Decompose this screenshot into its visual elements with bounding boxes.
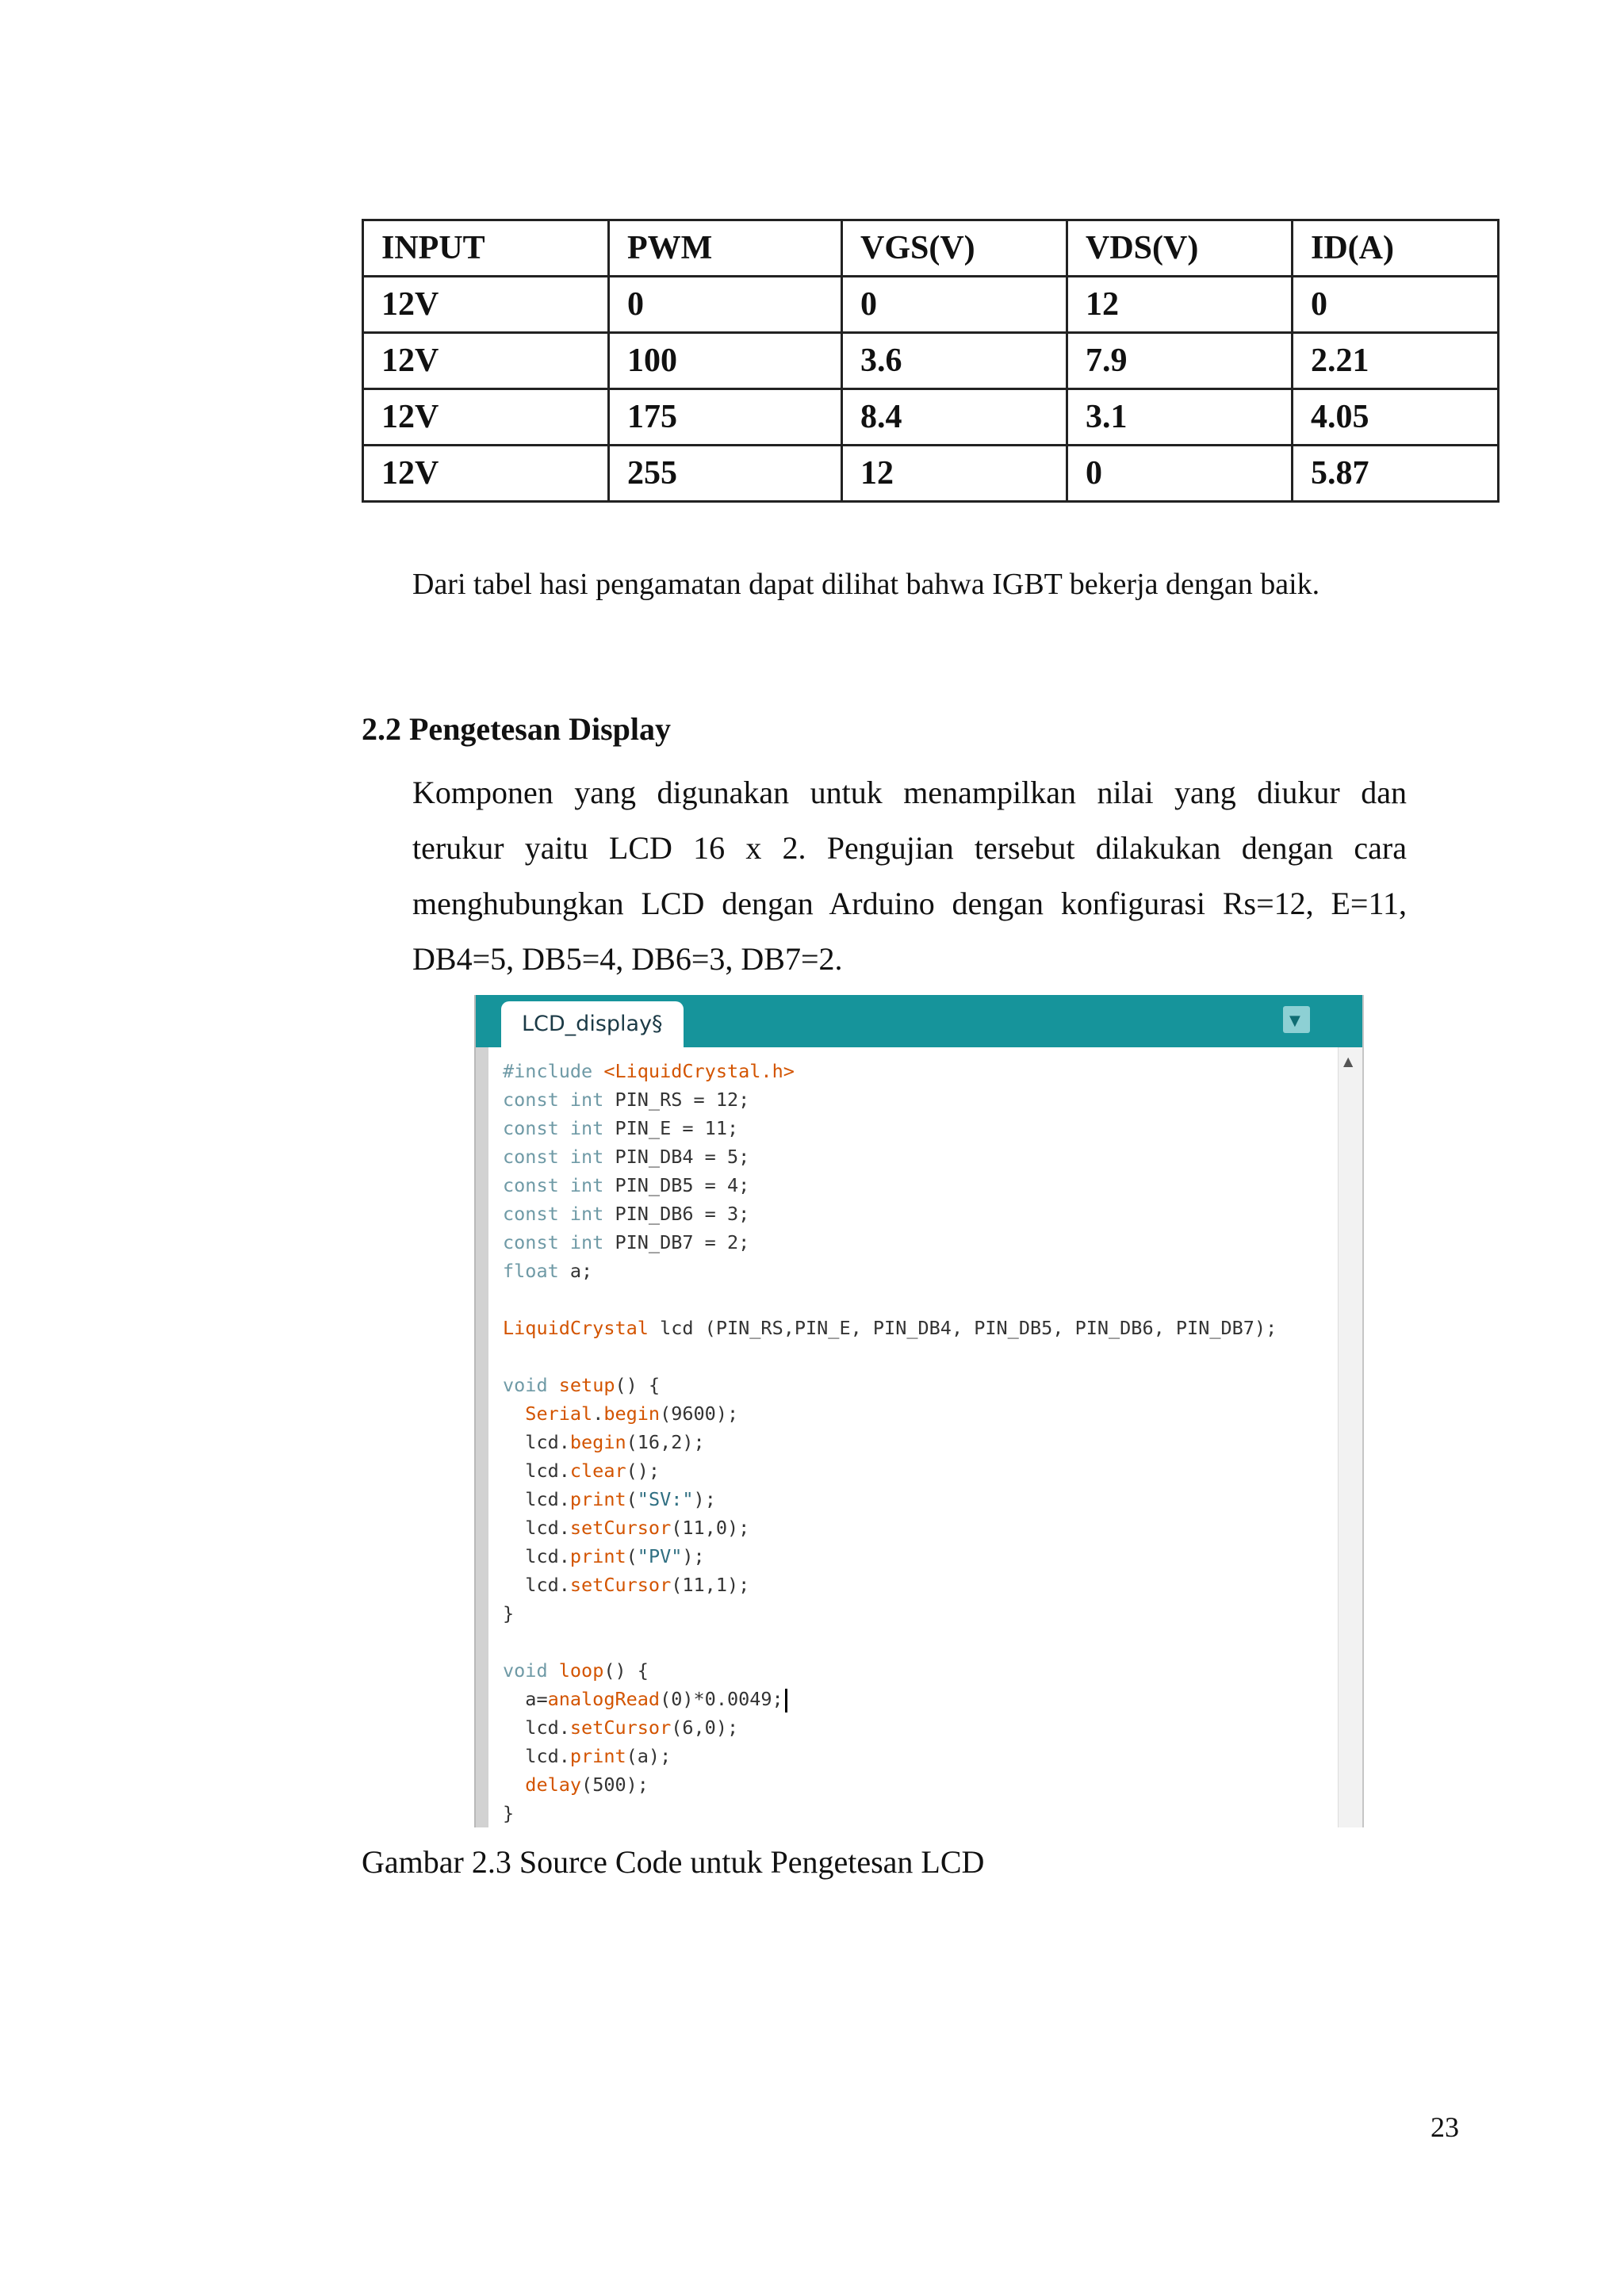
code-token: () {: [615, 1374, 661, 1396]
code-editor[interactable]: [488, 1047, 1339, 1827]
code-token: print: [569, 1545, 626, 1567]
code-line: [503, 1656, 1277, 1685]
table-cell: 12: [1067, 277, 1293, 333]
table-row: [363, 389, 1499, 446]
code-line: [503, 1485, 1277, 1513]
code-token: loop: [558, 1659, 604, 1682]
code-line: [503, 1285, 1277, 1314]
code-token: () {: [603, 1659, 649, 1682]
column-header-pwm: PWM: [609, 220, 842, 277]
body-line: menghubungkan LCD dengan Arduino dengan konfigurasi Rs=12, E=11,: [412, 886, 1407, 921]
code-token: [548, 1659, 559, 1682]
table-cell: 12V: [363, 277, 609, 333]
table-row: [363, 333, 1499, 389]
table-cell: 0: [609, 277, 842, 333]
code-token: "SV:": [637, 1488, 694, 1510]
body-line: Komponen yang digunakan untuk menampilkan nilai yang diukur dan: [412, 775, 1407, 810]
code-token: a;: [558, 1260, 593, 1282]
table-cell: 12V: [363, 333, 609, 389]
code-token: PIN_DB5 = 4;: [603, 1174, 750, 1196]
code-line: [503, 1171, 1277, 1200]
body-line: terukur yaitu LCD 16 x 2. Pengujian tersebut dilakukan dengan cara: [412, 830, 1407, 866]
table-cell: 0: [1067, 446, 1293, 502]
table-cell: 8.4: [842, 389, 1067, 446]
column-header-vgs: VGS(V): [842, 220, 1067, 277]
code-token: lcd (PIN_RS,PIN_E, PIN_DB4, PIN_DB5, PIN_DB6, PIN_DB7);: [648, 1317, 1277, 1339]
text-cursor: [785, 1689, 787, 1712]
code-token: PIN_E = 11;: [603, 1117, 739, 1139]
table-cell: 12V: [363, 446, 609, 502]
code-token: (: [626, 1545, 638, 1567]
table-cell: 3.1: [1067, 389, 1293, 446]
code-token: );: [682, 1545, 705, 1567]
code-token: (9600);: [660, 1402, 739, 1425]
code-token: const int: [503, 1231, 604, 1253]
code-token: lcd.: [503, 1517, 570, 1539]
code-line: [503, 1200, 1277, 1228]
code-line: [503, 1228, 1277, 1257]
code-token: lcd.: [503, 1488, 570, 1510]
table-cell: 5.87: [1293, 446, 1499, 502]
code-token: <LiquidCrystal.h>: [603, 1060, 795, 1082]
code-token: PIN_DB6 = 3;: [603, 1203, 750, 1225]
code-token: setCursor: [569, 1716, 672, 1739]
code-token: }: [503, 1602, 515, 1624]
table-header-row: [363, 220, 1499, 277]
code-line: [503, 1342, 1277, 1371]
code-token: (11,0);: [671, 1517, 750, 1539]
code-token: analogRead: [547, 1688, 661, 1710]
code-token: const int: [503, 1203, 604, 1225]
table-cell: 0: [1293, 277, 1499, 333]
code-token: const int: [503, 1117, 604, 1139]
code-token: [548, 1374, 559, 1396]
table-cell: 100: [609, 333, 842, 389]
code-line: [503, 1628, 1277, 1656]
code-token: clear: [569, 1460, 626, 1482]
table-cell: 255: [609, 446, 842, 502]
code-token: setCursor: [569, 1517, 672, 1539]
code-line: [503, 1428, 1277, 1456]
code-line: [503, 1257, 1277, 1285]
code-token: void: [503, 1659, 548, 1682]
code-token: "PV": [637, 1545, 683, 1567]
code-token: lcd.: [503, 1745, 570, 1767]
code-line: [503, 1314, 1277, 1342]
figure-caption: Gambar 2.3 Source Code untuk Pengetesan LCD: [362, 1844, 985, 1880]
arduino-ide-screenshot: [474, 995, 1364, 1827]
table-cell: 175: [609, 389, 842, 446]
code-token: .: [592, 1402, 604, 1425]
code-token: (16,2);: [626, 1431, 705, 1453]
code-token: lcd.: [503, 1716, 570, 1739]
table-cell: 4.05: [1293, 389, 1499, 446]
code-token: Serial: [525, 1402, 593, 1425]
code-line: [503, 1713, 1277, 1742]
code-line: [503, 1685, 1277, 1713]
code-token: (a);: [626, 1745, 672, 1767]
code-token: setup: [558, 1374, 615, 1396]
code-token: ();: [626, 1460, 661, 1482]
column-header-vds: VDS(V): [1067, 220, 1293, 277]
body-line: DB4=5, DB5=4, DB6=3, DB7=2.: [412, 941, 843, 977]
code-token: const int: [503, 1146, 604, 1168]
scroll-up-icon: ▲: [1343, 1054, 1354, 1069]
section-heading: 2.2 Pengetesan Display: [362, 711, 671, 747]
column-header-input: INPUT: [363, 220, 609, 277]
code-token: );: [693, 1488, 716, 1510]
page-number: 23: [1431, 2111, 1459, 2143]
table-cell: 3.6: [842, 333, 1067, 389]
observation-table: [362, 219, 1500, 503]
code-token: PIN_DB7 = 2;: [603, 1231, 750, 1253]
code-token: a=: [503, 1688, 548, 1710]
code-token: #include: [503, 1060, 604, 1082]
table-cell: 12: [842, 446, 1067, 502]
ide-tab-bar: [476, 995, 1362, 1047]
code-line: [503, 1142, 1277, 1171]
code-line: [503, 1085, 1277, 1114]
code-line: [503, 1371, 1277, 1399]
source-code: [503, 1057, 1277, 1827]
table-row: [363, 446, 1499, 502]
code-token: lcd.: [503, 1460, 570, 1482]
code-line: [503, 1057, 1277, 1085]
section-body: [412, 765, 1407, 987]
code-token: LiquidCrystal: [503, 1317, 649, 1339]
code-token: (0)*0.0049;: [660, 1688, 783, 1710]
code-token: PIN_DB4 = 5;: [603, 1146, 750, 1168]
code-token: setCursor: [569, 1574, 672, 1596]
code-line: [503, 1399, 1277, 1428]
code-token: lcd.: [503, 1545, 570, 1567]
code-token: (: [626, 1488, 638, 1510]
table-cell: 0: [842, 277, 1067, 333]
chevron-down-icon: ▼: [1289, 1012, 1300, 1029]
code-line: [503, 1799, 1277, 1827]
code-token: begin: [569, 1431, 626, 1453]
code-token: print: [569, 1745, 626, 1767]
code-token: (6,0);: [671, 1716, 739, 1739]
code-token: const int: [503, 1174, 604, 1196]
code-token: float: [503, 1260, 559, 1282]
code-line: [503, 1770, 1277, 1799]
code-line: [503, 1599, 1277, 1628]
tab-menu-button[interactable]: [1283, 1006, 1310, 1033]
table-cell: 7.9: [1067, 333, 1293, 389]
code-token: }: [503, 1802, 515, 1824]
tab-lcd-display[interactable]: LCD_display§: [501, 1001, 684, 1047]
code-token: [503, 1402, 525, 1425]
code-token: const int: [503, 1089, 604, 1111]
code-token: [503, 1774, 525, 1796]
code-token: (11,1);: [671, 1574, 750, 1596]
code-token: PIN_RS = 12;: [603, 1089, 750, 1111]
code-line: [503, 1571, 1277, 1599]
code-token: print: [569, 1488, 626, 1510]
code-token: (500);: [581, 1774, 649, 1796]
editor-gutter: [476, 1047, 488, 1827]
code-token: lcd.: [503, 1431, 570, 1453]
code-line: [503, 1114, 1277, 1142]
code-line: [503, 1742, 1277, 1770]
table-row: [363, 277, 1499, 333]
editor-scrollbar[interactable]: [1338, 1047, 1362, 1827]
column-header-id: ID(A): [1293, 220, 1499, 277]
code-line: [503, 1456, 1277, 1485]
code-token: begin: [603, 1402, 661, 1425]
code-token: lcd.: [503, 1574, 570, 1596]
code-line: [503, 1513, 1277, 1542]
table-cell: 2.21: [1293, 333, 1499, 389]
code-token: delay: [525, 1774, 582, 1796]
code-token: void: [503, 1374, 548, 1396]
code-line: [503, 1542, 1277, 1571]
table-cell: 12V: [363, 389, 609, 446]
table-conclusion-paragraph: Dari tabel hasi pengamatan dapat dilihat bahwa IGBT bekerja dengan baik.: [412, 568, 1320, 601]
